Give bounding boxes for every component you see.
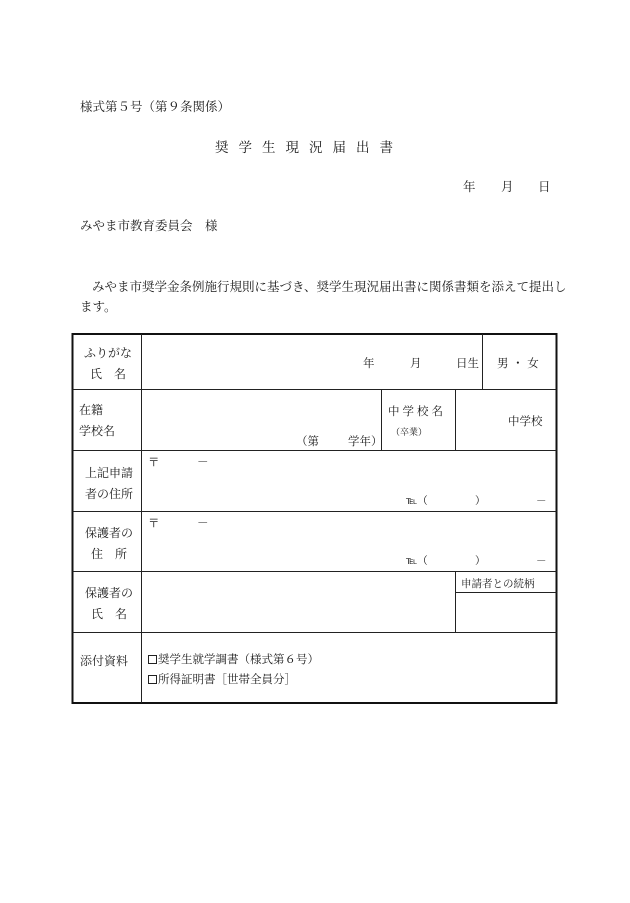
- attachment-item-label: 奨学生就学調書（様式第６号）: [158, 652, 319, 666]
- graduated-note: （卒業）: [391, 428, 428, 438]
- guardian-tel-dash: －: [536, 555, 547, 567]
- birth-year-label: 年: [363, 356, 375, 370]
- attachment-item-label: 所得証明書［世帯全員分］: [158, 672, 296, 686]
- applicant-tel-close: ）: [475, 495, 486, 507]
- grade-prefix: （第: [296, 434, 319, 448]
- applicant-address-label-line2: 者の住所: [85, 487, 134, 501]
- middle-school-suffix: 中学校: [508, 414, 543, 428]
- applicant-address-label-line1: 上記申請: [85, 466, 134, 480]
- date-year-label: 年: [463, 179, 476, 194]
- applicant-postal-mark: 〒: [148, 455, 160, 469]
- gender-options[interactable]: 男 ・ 女: [497, 356, 539, 370]
- grade-suffix: 学年）: [348, 434, 383, 448]
- guardian-tel-label: ℡（: [406, 555, 428, 567]
- applicant-tel-dash: －: [536, 495, 547, 507]
- attachment-item: [148, 671, 296, 687]
- relationship-label: 申請者との続柄: [461, 578, 535, 590]
- addressee: みやま市教育委員会 様: [80, 218, 218, 233]
- name-label: 氏 名: [90, 367, 127, 381]
- enrolled-label-line1: 在籍: [79, 403, 104, 417]
- guardian-name-label-line2: 氏 名: [91, 607, 128, 621]
- intro-line-1: みやま市奨学金条例施行規則に基づき、奨学生現況届出書に関係書類を添えて提出し: [92, 279, 567, 294]
- guardian-postal-dash: －: [197, 516, 209, 530]
- form-number: 様式第５号（第９条関係）: [80, 99, 231, 114]
- intro-line-2: ます。: [80, 299, 117, 314]
- birth-day-label: 日生: [456, 356, 479, 370]
- guardian-tel-close: ）: [475, 555, 486, 567]
- document-title: 奨学生現況届出書: [215, 140, 403, 156]
- middle-school-label: 中学校名: [388, 404, 446, 418]
- checkbox-icon[interactable]: [148, 655, 157, 664]
- date-day-label: 日: [538, 179, 551, 194]
- date-month-label: 月: [501, 179, 514, 194]
- birth-month-label: 月: [410, 356, 422, 370]
- guardian-name-label-line1: 保護者の: [85, 586, 134, 600]
- guardian-address-label-line2: 住 所: [91, 547, 128, 561]
- enrolled-label-line2: 学校名: [79, 424, 116, 438]
- checkbox-icon[interactable]: [148, 675, 157, 684]
- applicant-tel-label: ℡（: [406, 495, 428, 507]
- furigana-label: ふりがな: [84, 346, 133, 360]
- guardian-postal-mark: 〒: [148, 516, 160, 530]
- guardian-address-label-line1: 保護者の: [85, 526, 134, 540]
- table-outer-border: [73, 334, 557, 703]
- applicant-postal-dash: －: [197, 455, 209, 469]
- attachment-item: [148, 651, 319, 667]
- attachments-label: 添付資料: [80, 654, 129, 668]
